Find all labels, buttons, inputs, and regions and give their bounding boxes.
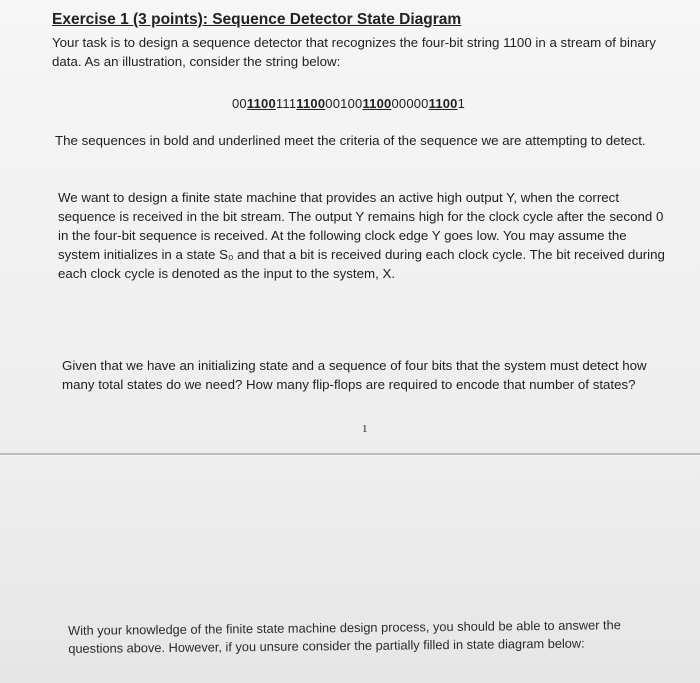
page-number: 1: [362, 423, 368, 435]
sequence-match: 1100: [246, 96, 276, 111]
intro-paragraph: Your task is to design a sequence detector that recognizes the four-bit string 1100 in a stream of binary data. As an illustration, consider the string below:: [52, 35, 656, 69]
sequence-segment: 00100: [325, 96, 363, 111]
closing-paragraph: With your knowledge of the finite state machine design process, you should be able to answer the questions above. However, if you unsure consider the partially filled in state diagram below:: [68, 617, 621, 656]
sequence-segment: 00000: [391, 96, 429, 111]
sequence-segment: 1: [457, 96, 466, 111]
sequence-match: 1100: [362, 96, 392, 111]
sequence-match: 1100: [428, 96, 458, 111]
criteria-paragraph: The sequences in bold and underlined meet the criteria of the sequence we are attempting to detect.: [55, 133, 646, 148]
sequence-match: 1100: [296, 96, 326, 111]
fsm-paragraph: We want to design a finite state machine that provides an active high output Y, when the correct sequence is received in the bit stream. The output Y remains high for the clock cycle after the second 0 in the four-bit sequence is received. At the following clock edge Y goes low. You may assume the system initializes in a state S₀ and that a bit is received during each clock cycle. The bit received during each clock cycle is denoted as the input to the system, X.: [58, 190, 665, 281]
sequence-segment: 111: [275, 96, 297, 111]
question-paragraph: Given that we have an initializing state and a sequence of four bits that the system must detect how many total states do we need? How many flip-flops are required to encode that number of states?: [62, 358, 647, 392]
sequence-segment: 00: [232, 96, 247, 111]
bit-sequence: [232, 94, 465, 113]
exercise-title: Exercise 1 (3 points): Sequence Detector State Diagram: [52, 11, 462, 28]
page-divider: [0, 453, 700, 455]
